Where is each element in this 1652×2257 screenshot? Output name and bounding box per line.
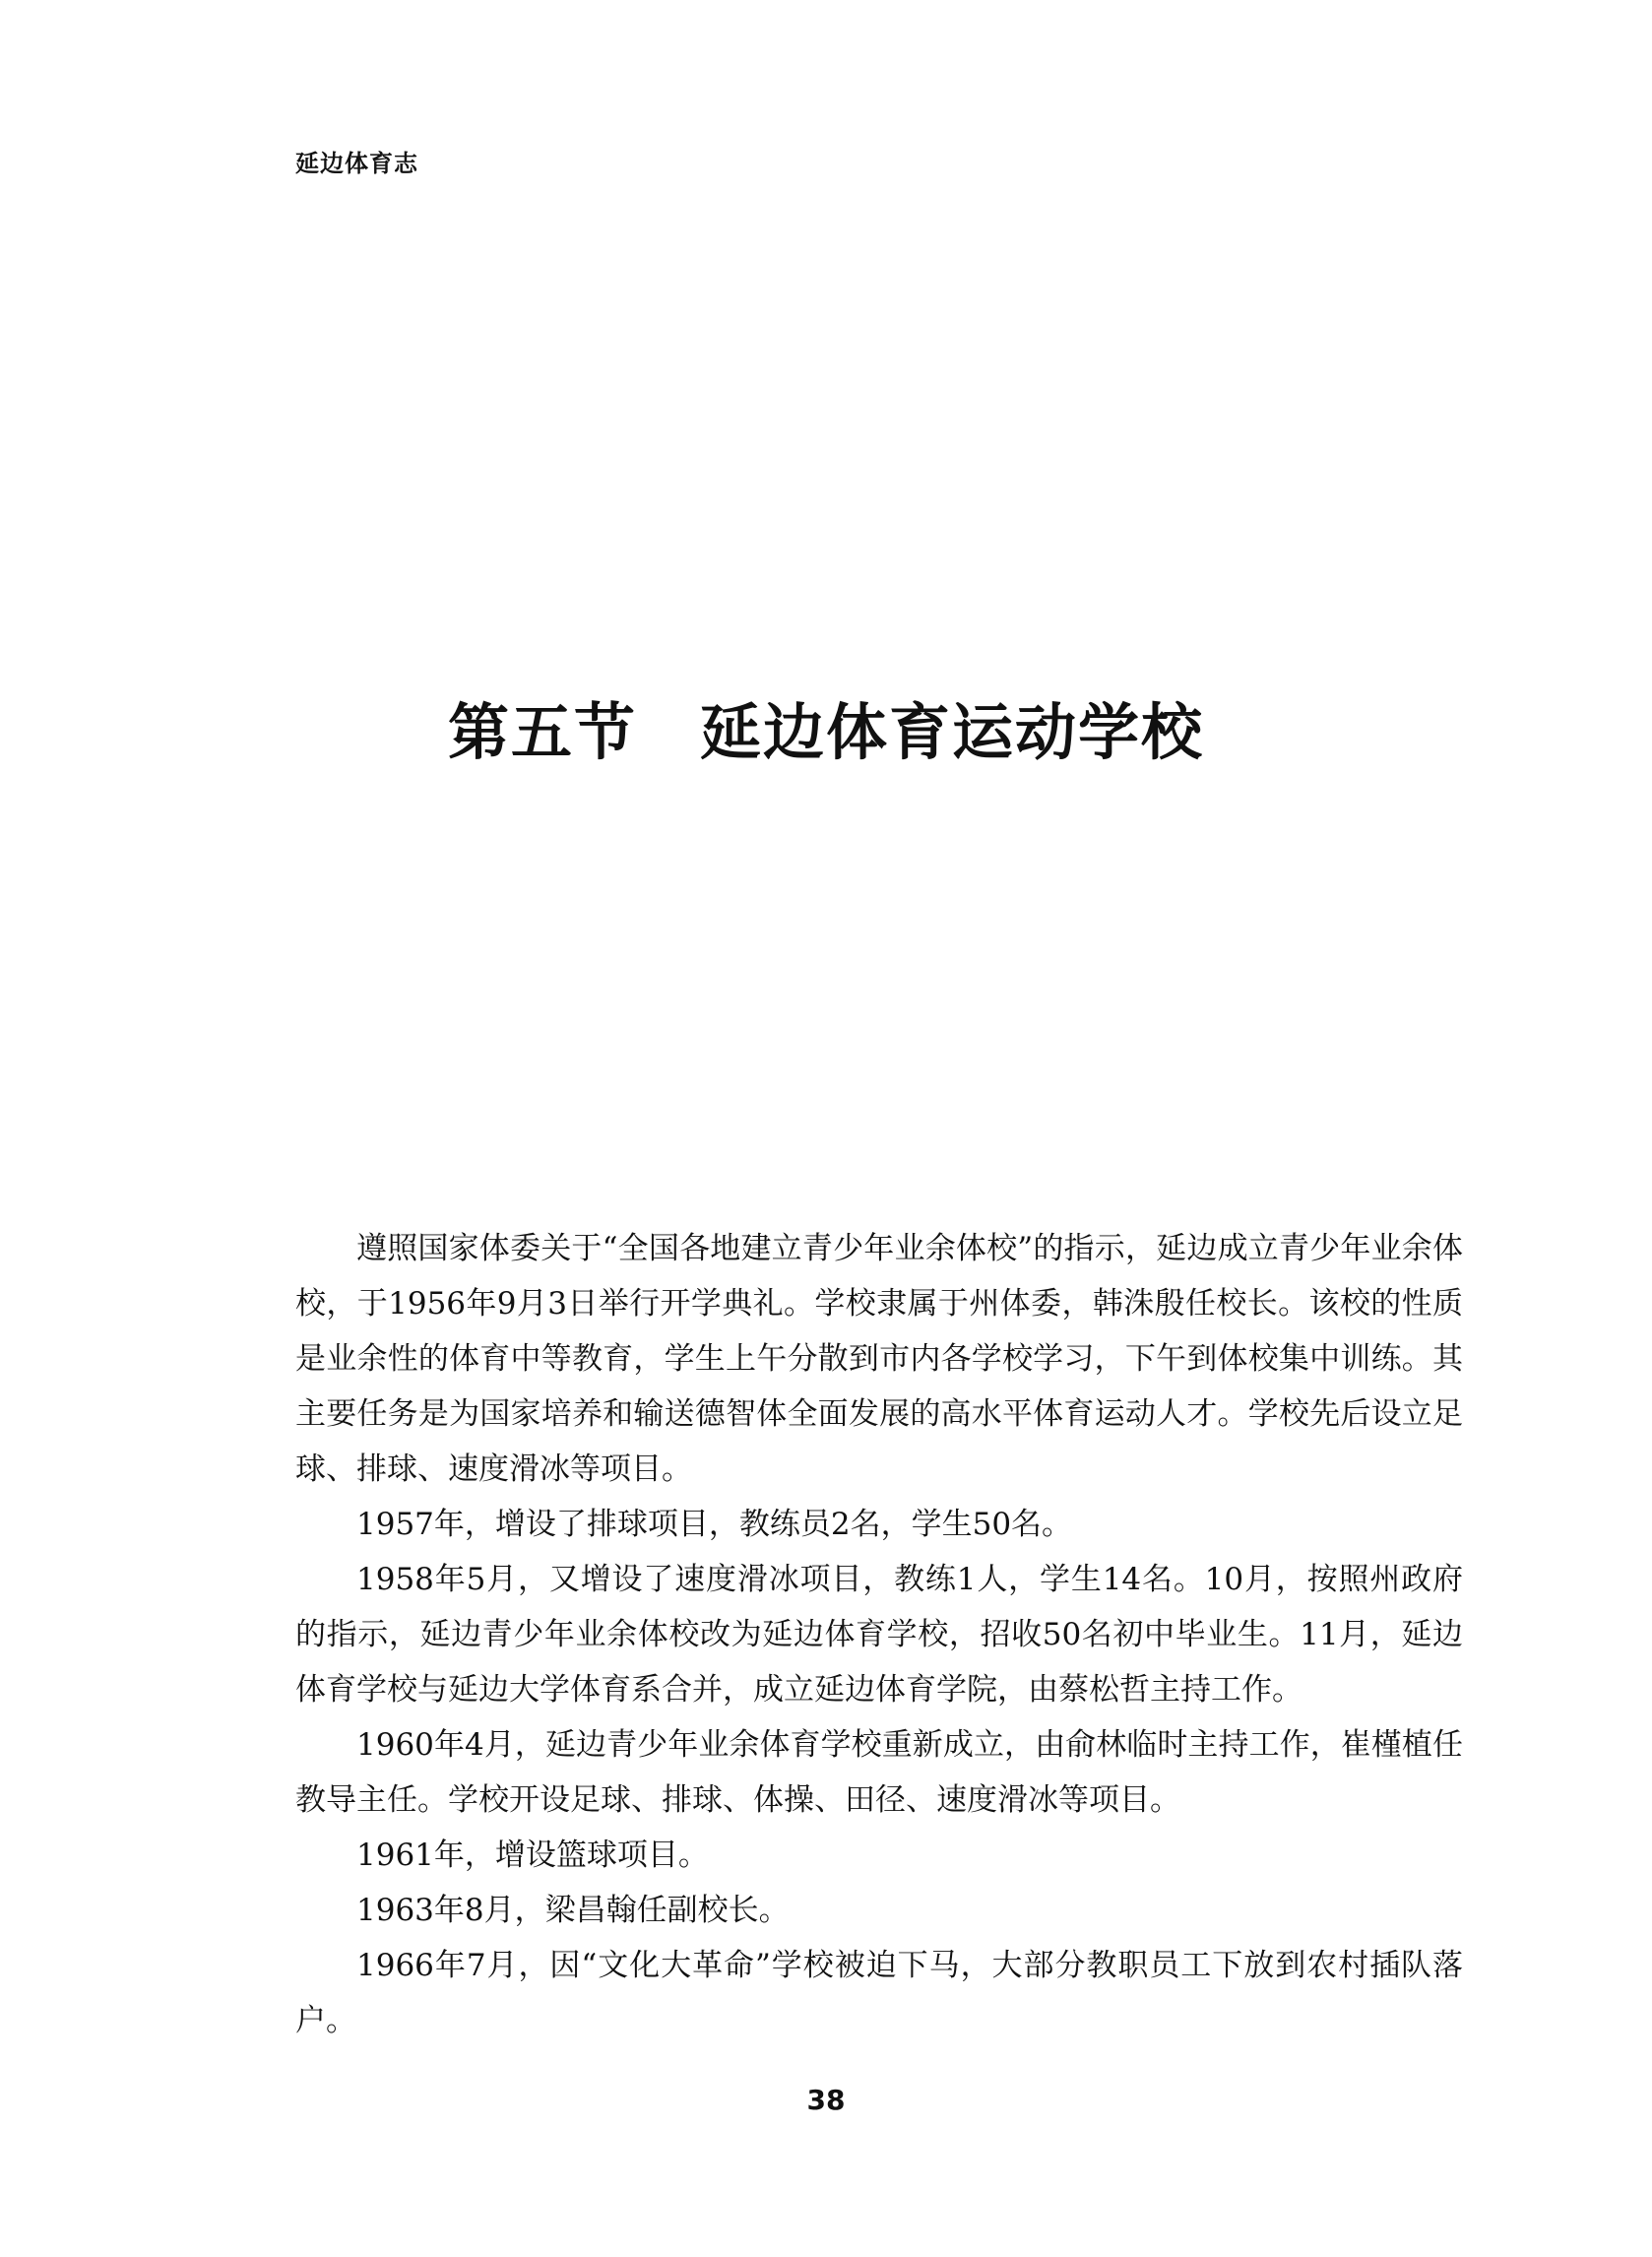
paragraph-1963: 1963年8月，梁昌翰任副校长。 (356, 1893, 790, 1928)
body-text (295, 1221, 1463, 2048)
paragraph-1960: 1960年4月，延边青少年业余体育学校重新成立，由俞林临时主持工作，崔槿植任教导主任。学校开设足球、排球、体操、田径、速度滑冰等项目。 (295, 1727, 1463, 1818)
page-number: 38 (806, 2084, 846, 2116)
paragraph-1966: 1966年7月，因“文化大革命”学校被迫下马，大部分教职员工下放到农村插队落户。 (295, 1948, 1463, 2038)
section-title: 第五节 延边体育运动学校 (447, 695, 1204, 768)
paragraph-1961: 1961年，增设篮球项目。 (356, 1838, 709, 1873)
running-header: 延边体育志 (295, 150, 418, 177)
paragraph-1958: 1958年5月，又增设了速度滑冰项目，教练1人，学生14名。10月，按照州政府的指示，延边青少年业余体校改为延边体育学校，招收50名初中毕业生。11月，延边体育学校与延边大学体育系合并，成立延边体育学院，由蔡松哲主持工作。 (295, 1562, 1463, 1708)
paragraph-founding: 遵照国家体委关于“全国各地建立青少年业余体校”的指示，延边成立青少年业余体校，于1956年9月3日举行开学典礼。学校隶属于州体委，韩洙殷任校长。该校的性质是业余性的体育中等教育，学生上午分散到市内各学校学习，下午到体校集中训练。其主要任务是为国家培养和输送德智体全面发展的高水平体育运动人才。学校先后设立足球、排球、速度滑冰等项目。 (295, 1231, 1463, 1487)
paragraph-1957: 1957年，增设了排球项目，教练员2名，学生50名。 (356, 1507, 1073, 1542)
